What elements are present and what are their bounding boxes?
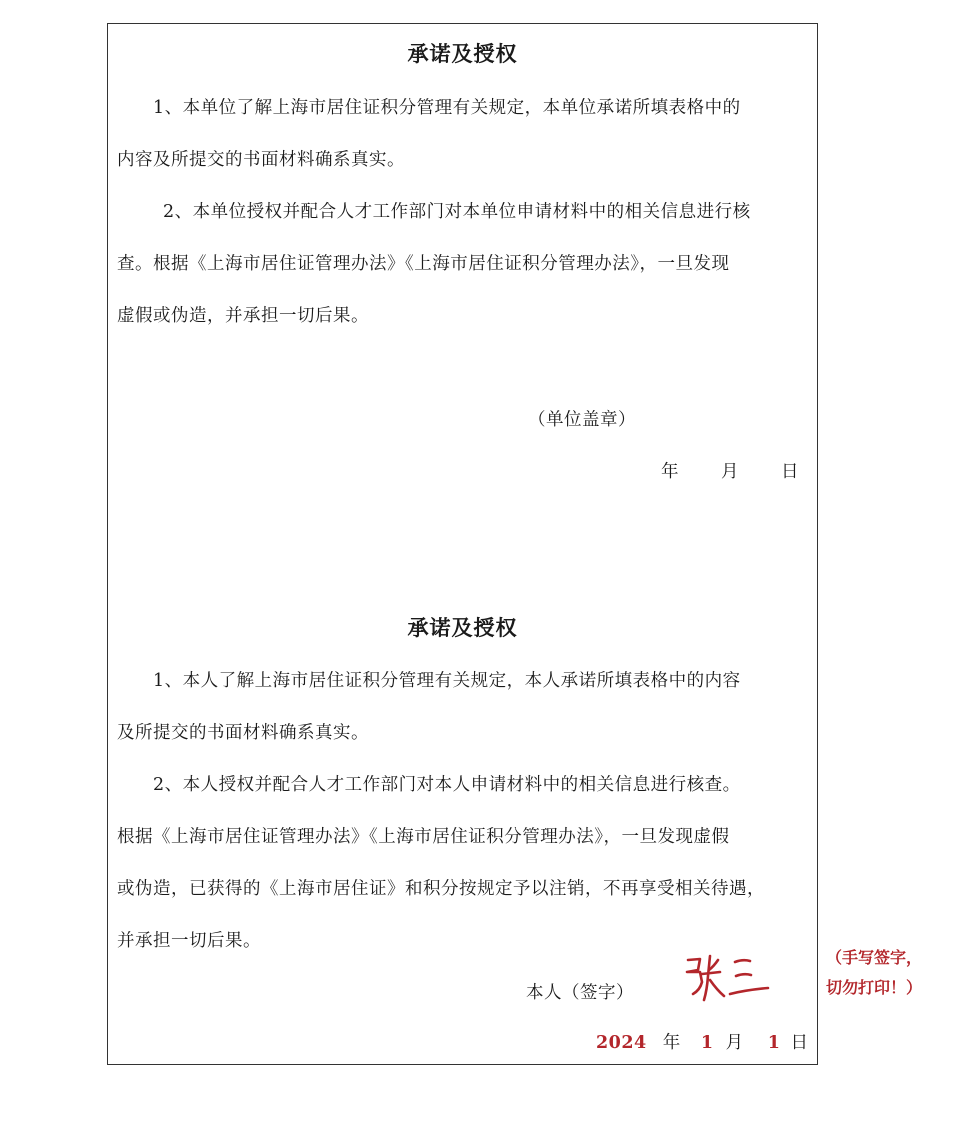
section2-line-4: 根据《上海市居住证管理办法》《上海市居住证积分管理办法》，一旦发现虚假 [117, 827, 730, 847]
section1-line-5: 虚假或伪造，并承担一切后果。 [117, 306, 369, 326]
handwritten-signature [680, 950, 775, 1010]
section1-date-year: 年 [661, 462, 679, 482]
date-month-value: 1 [700, 1033, 714, 1053]
section1-line-1: 1、本单位了解上海市居住证积分管理有关规定，本单位承诺所填表格中的 [153, 98, 741, 118]
document-page [107, 23, 818, 1065]
section1-title: 承诺及授权 [407, 41, 518, 66]
section2-line-2: 及所提交的书面材料确系真实。 [117, 723, 369, 743]
handwrite-note-line2: 切勿打印！） [826, 978, 923, 997]
section2-line-5: 或伪造，已获得的《上海市居住证》和积分按规定予以注销，不再享受相关待遇， [117, 879, 765, 899]
handwrite-note-line1: （手写签字， [826, 948, 923, 967]
date-year-value: 2024 [596, 1033, 647, 1053]
section1-line-4: 查。根据《上海市居住证管理办法》《上海市居住证积分管理办法》，一旦发现 [117, 254, 730, 274]
section2-title: 承诺及授权 [407, 615, 518, 640]
date-day-unit: 日 [790, 1033, 809, 1053]
date-year-unit: 年 [662, 1033, 681, 1053]
section1-line-3: 2、本单位授权并配合人才工作部门对本单位申请材料中的相关信息进行核 [163, 202, 751, 222]
section2-date [596, 1029, 808, 1054]
section2-line-6: 并承担一切后果。 [117, 931, 261, 951]
section2-line-1: 1、本人了解上海市居住证积分管理有关规定，本人承诺所填表格中的内容 [153, 671, 741, 691]
section1-date-month: 月 [721, 462, 739, 482]
signature-label: 本人（签字） [526, 983, 634, 1003]
date-month-unit: 月 [725, 1033, 744, 1053]
section2-line-3: 2、本人授权并配合人才工作部门对本人申请材料中的相关信息进行核查。 [153, 775, 741, 795]
section1-date-day: 日 [781, 462, 799, 482]
section1-line-2: 内容及所提交的书面材料确系真实。 [117, 150, 405, 170]
unit-stamp-label: （单位盖章） [528, 410, 636, 430]
date-day-value: 1 [767, 1033, 781, 1053]
